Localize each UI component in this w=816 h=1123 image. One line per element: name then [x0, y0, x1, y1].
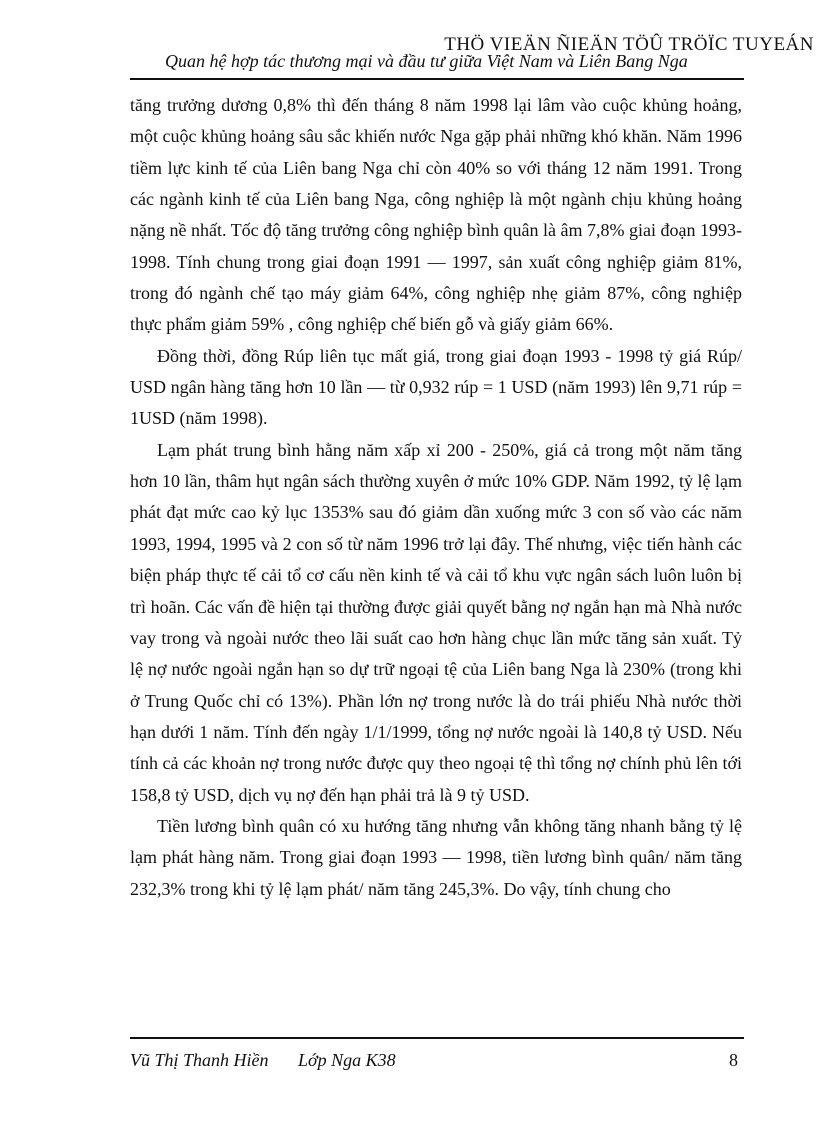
- footer-class: Lớp Nga K38: [298, 1050, 396, 1070]
- paragraph-inflation: Lạm phát trung bình hằng năm xấp xỉ 200 - 250%, giá cả trong một năm tăng hơn 10 lần, thâm hụt ngân sách thường xuyên ở mức 10% GDP. Năm 1992, tỷ lệ lạm phát đạt mức cao kỷ lục 1353% sau đó giảm dần xuống mức 3 con số vào các năm 1993, 1994, 1995 và 2 con số từ năm 1996 trở lại đây. Thế nhưng, việc tiến hành các biện pháp thực tế cải tổ cơ cấu nền kinh tế và cải tổ khu vực ngân sách luôn luôn bị trì hoãn. Các vấn đề hiện tại thường được giải quyết bằng nợ ngắn hạn mà Nhà nước vay trong và ngoài nước theo lãi suất cao hơn hàng chục lần mức tăng sản xuất. Tỷ lệ nợ nước ngoài ngắn hạn so dự trữ ngoại tệ của Liên bang Nga là 230% (trong khi ở Trung Quốc chỉ có 13%). Phần lớn nợ trong nước là do trái phiếu Nhà nước thời hạn dưới 1 năm. Tính đến ngày 1/1/1999, tổng nợ nước ngoài là 140,8 tỷ USD. Nếu tính cả các khoản nợ trong nước được quy theo ngoại tệ thì tổng nợ chính phủ lên tới 158,8 tỷ USD, dịch vụ nợ đến hạn phải trả là 9 tỷ USD.: [130, 439, 742, 805]
- paragraph-wages: Tiền lương bình quân có xu hướng tăng nhưng vẫn không tăng nhanh bằng tỷ lệ lạm phát hàng năm. Trong giai đoạn 1993 — 1998, tiền lương bình quân/ năm tăng 232,3% trong khi tỷ lệ lạm phát/ năm tăng 245,3%. Do vậy, tính chung cho: [130, 815, 742, 899]
- library-watermark: THÖ VIEÄN ÑIEÄN TÖÛ TRÖÏC TUYEÁN: [444, 34, 814, 55]
- document-body: [130, 90, 742, 905]
- paragraph-continued: tăng trưởng dương 0,8% thì đến tháng 8 năm 1998 lại lâm vào cuộc khủng hoảng, một cuộc khủng hoảng sâu sắc khiến nước Nga gặp phải những khó khăn. Năm 1996 tiềm lực kinh tế của Liên bang Nga chỉ còn 40% so với tháng 12 năm 1991. Trong các ngành kinh tế của Liên bang Nga, công nghiệp là một ngành chịu khủng hoảng nặng nề nhất. Tốc độ tăng trưởng công nghiệp bình quân là âm 7,8% giai đoạn 1993-1998. Tính chung trong giai đoạn 1991 — 1997, sản xuất công nghiệp giảm 81%, trong đó ngành chế tạo máy giảm 64%, công nghiệp nhẹ giảm 87%, công nghiệp thực phẩm giảm 59% , công nghiệp chế biến gỗ và giấy giảm 66%.: [130, 95, 742, 335]
- footer-divider: [130, 1037, 744, 1039]
- page-number: 8: [729, 1050, 738, 1070]
- paragraph-ruble-devaluation: Đồng thời, đồng Rúp liên tục mất giá, trong giai đoạn 1993 - 1998 tỷ giá Rúp/ USD ngân hàng tăng hơn 10 lần — từ 0,932 rúp = 1 USD (năm 1993) lên 9,71 rúp = 1USD (năm 1998).: [130, 345, 742, 429]
- header-divider: [130, 78, 744, 80]
- running-header-title: Quan hệ hợp tác thương mại và đầu tư giữa Việt Nam và Liên Bang Nga: [165, 51, 688, 71]
- footer-author: Vũ Thị Thanh Hiền: [130, 1050, 269, 1070]
